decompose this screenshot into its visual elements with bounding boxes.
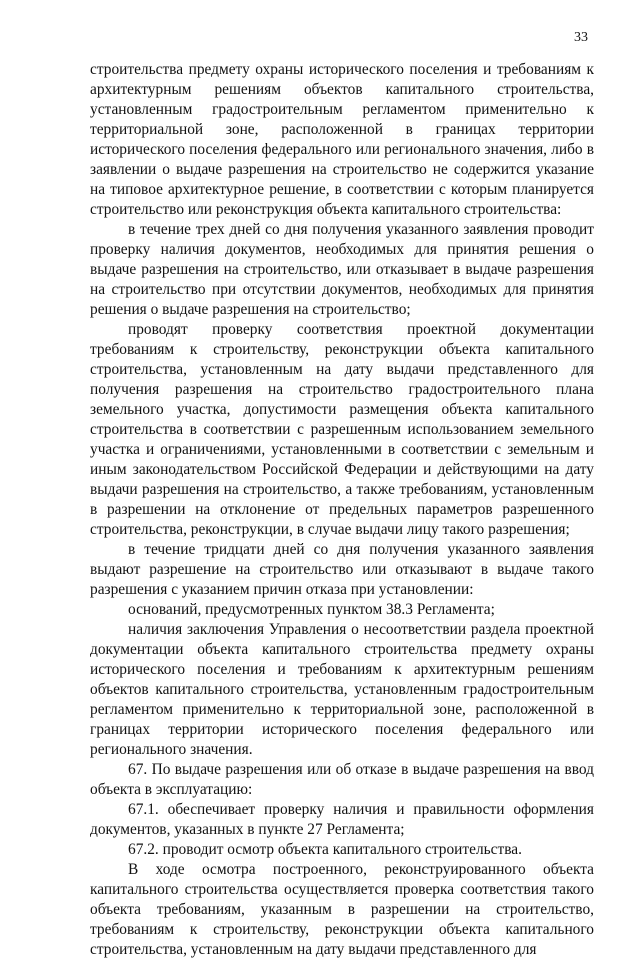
- paragraph-continuation: строительства предмету охраны исторического поселения и требованиям к архитектурным решениям объектов капитального строительства, установленным градостроительным регламентом применительно к территориальной зоне, расположенной в границах территории исторического поселения федерального или регионального значения, либо в заявлении о выдаче разрешения на строительство не содержится указание на типовое архитектурное решение, в соответствии с которым планируется строительство или реконструкция объекта капитального строительства:: [90, 61, 594, 218]
- paragraph: проводят проверку соответствия проектной документации требованиям к строительству, реконструкции объекта капитального строительства, установленным на дату выдачи представленного для получения разрешения на строительство градостроительного плана земельного участка, допустимости размещения объекта капитального строительства в соответствии с разрешенным использованием земельного участка и ограничениями, установленными в соответствии с земельным и иным законодательством Российской Федерации и действующими на дату выдачи разрешения на строительство, а также требованиям, установленным в разрешении на отклонение от предельных параметров разрешенного строительства, реконструкции, в случае выдачи лицу такого разрешения;: [90, 321, 594, 538]
- paragraph-item-67-2: 67.2. проводит осмотр объекта капитального строительства.: [128, 841, 522, 858]
- paragraph-item-67-1: 67.1. обеспечивает проверку наличия и правильности оформления документов, указанных в пункте 27 Регламента;: [90, 801, 594, 838]
- paragraph: в течение трех дней со дня получения указанного заявления проводит проверку наличия документов, необходимых для принятия решения о выдаче разрешения на строительство, или отказывает в выдаче разрешения на строительство при отсутствии документов, необходимых для принятия решения о выдаче разрешения на строительство;: [90, 221, 594, 318]
- paragraph: В ходе осмотра построенного, реконструированного объекта капитального строительства осуществляется проверка соответствия такого объекта требованиям, указанным в разрешении на строительство, требованиям к строительству, реконструкции объекта капитального строительства, установленным на дату выдачи представленного для: [90, 861, 594, 958]
- paragraph-item-67: 67. По выдаче разрешения или об отказе в выдаче разрешения на ввод объекта в эксплуатацию:: [90, 761, 594, 798]
- paragraph: в течение тридцати дней со дня получения указанного заявления выдают разрешение на строительство или отказывают в выдаче такого разрешения с указанием причин отказа при установлении:: [90, 541, 594, 598]
- document-body: [90, 60, 594, 960]
- paragraph: оснований, предусмотренных пунктом 38.3 Регламента;: [128, 601, 495, 618]
- page-number: 33: [574, 30, 588, 45]
- paragraph: наличия заключения Управления о несоответствии раздела проектной документации объекта капитального строительства предмету охраны исторического поселения и требованиям к архитектурным решениям объектов капитального строительства, установленным градостроительным регламентом применительно к территориальной зоне, расположенной в границах территории исторического поселения федерального или регионального значения.: [90, 621, 594, 758]
